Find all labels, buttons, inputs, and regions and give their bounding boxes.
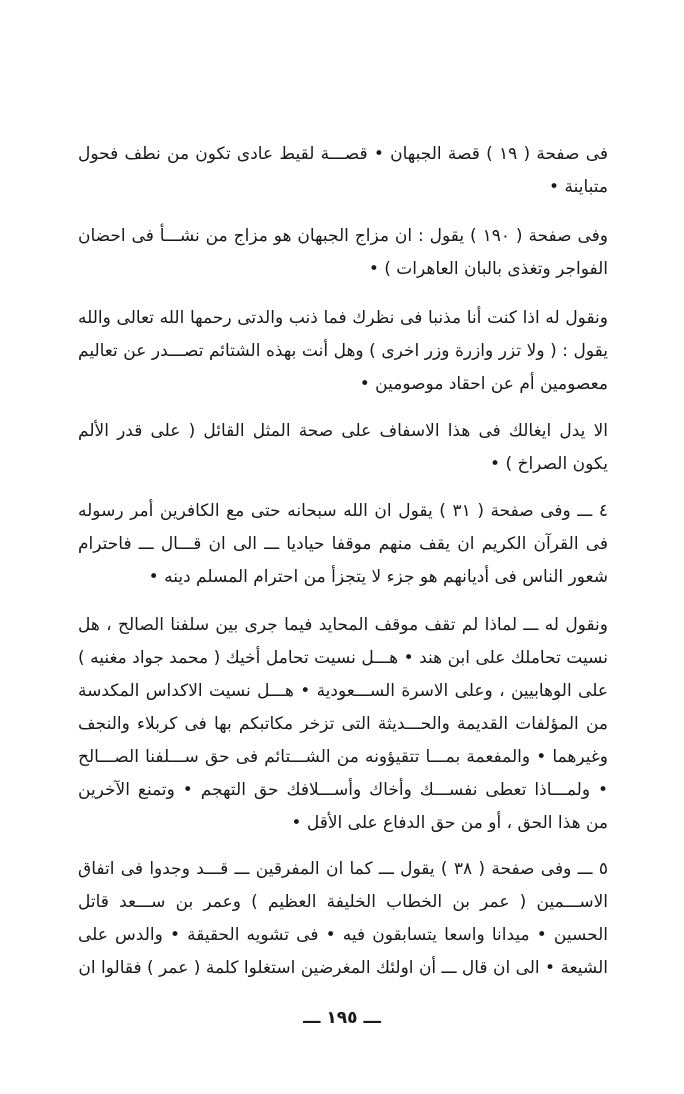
- page-number: ـــ ١٩٥ ـــ: [303, 1008, 381, 1028]
- paragraph-4: [78, 415, 608, 481]
- paragraph-text: ونقول له ـــ لماذا لم تقف موقف المحايد فيما جرى بين سلفنا الصالح ، هل نسيت تحاملك على ابن هند • هـــل نسيت تحامل أخيك ( محمد جواد مغنيه ) على الوهابيين ، وعلى الاسرة الســـعودية • هـــل نسيت الاكداس المكدسة من المؤلفات القديمة والحـــديثة التى تزخر مكاتبكم بها فى كربلاء والنجف وغيرهما • والمفعمة بمـــا تتقيؤونه من الشـــتائم فى حق ســـلفنا الصـــالح • ولمـــاذا تعطى نفســـك وأخاك وأســـلافك حق التهجم • وتمنع الآخرين من هذا الحق ، أو من حق الدفاع على الأقل •: [78, 615, 608, 833]
- paragraph-1: [78, 138, 608, 204]
- paragraph-text: الا يدل ايغالك فى هذا الاسفاف على صحة المثل القائل ( على قدر الألم يكون الصراخ ) •: [78, 421, 608, 474]
- paragraph-3: [78, 302, 608, 401]
- paragraph-text: ٥ ـــ وفى صفحة ( ٣٨ ) يقول ـــ كما ان المفرقين ـــ قـــد وجدوا فى اتفاق الاســـمين ( عمر بن الخطاب الخليفة العظيم ) وعمر بن ســـعد قاتل الحسين • ميدانا واسعا يتسابقون فيه • فى تشويه الحقيقة • والدس على الشيعة • الى ان قال ـــ أن اولئك المغرضين استغلوا كلمة ( عمر ) فقالوا ان: [78, 859, 608, 978]
- paragraph-text: ونقول له اذا كنت أنا مذنبا فى نظرك فما ذنب والدتى رحمها الله تعالى والله يقول : ( ولا تزر وازرة وزر اخرى ) وهل أنت بهذه الشتائم تصـــدر عن تعاليم معصومين أم عن احقاد موصومين •: [78, 308, 608, 394]
- paragraph-5: [78, 495, 608, 594]
- paragraph-2: [78, 220, 608, 286]
- paragraph-text: فى صفحة ( ١٩ ) قصة الجبهان • قصـــة لقيط عادى تكون من نطف فحول متباينة •: [78, 144, 609, 197]
- paragraph-7: [78, 853, 608, 985]
- paragraph-6: [78, 609, 608, 840]
- paragraph-text: وفى صفحة ( ١٩٠ ) يقول : ان مزاج الجبهان هو مزاج من نشـــأ فى احضان الفواجر وتغذى بالبان العاهرات ) •: [78, 226, 608, 279]
- paragraph-text: ٤ ـــ وفى صفحة ( ٣١ ) يقول ان الله سبحانه حتى مع الكافرين أمر رسوله فى القرآن الكريم ان يقف منهم موقفا حياديا ـــ الى ان قـــال ـــ فاحترام شعور الناس فى أديانهم هو جزء لا يتجزأ من احترام المسلم دينه •: [78, 501, 608, 587]
